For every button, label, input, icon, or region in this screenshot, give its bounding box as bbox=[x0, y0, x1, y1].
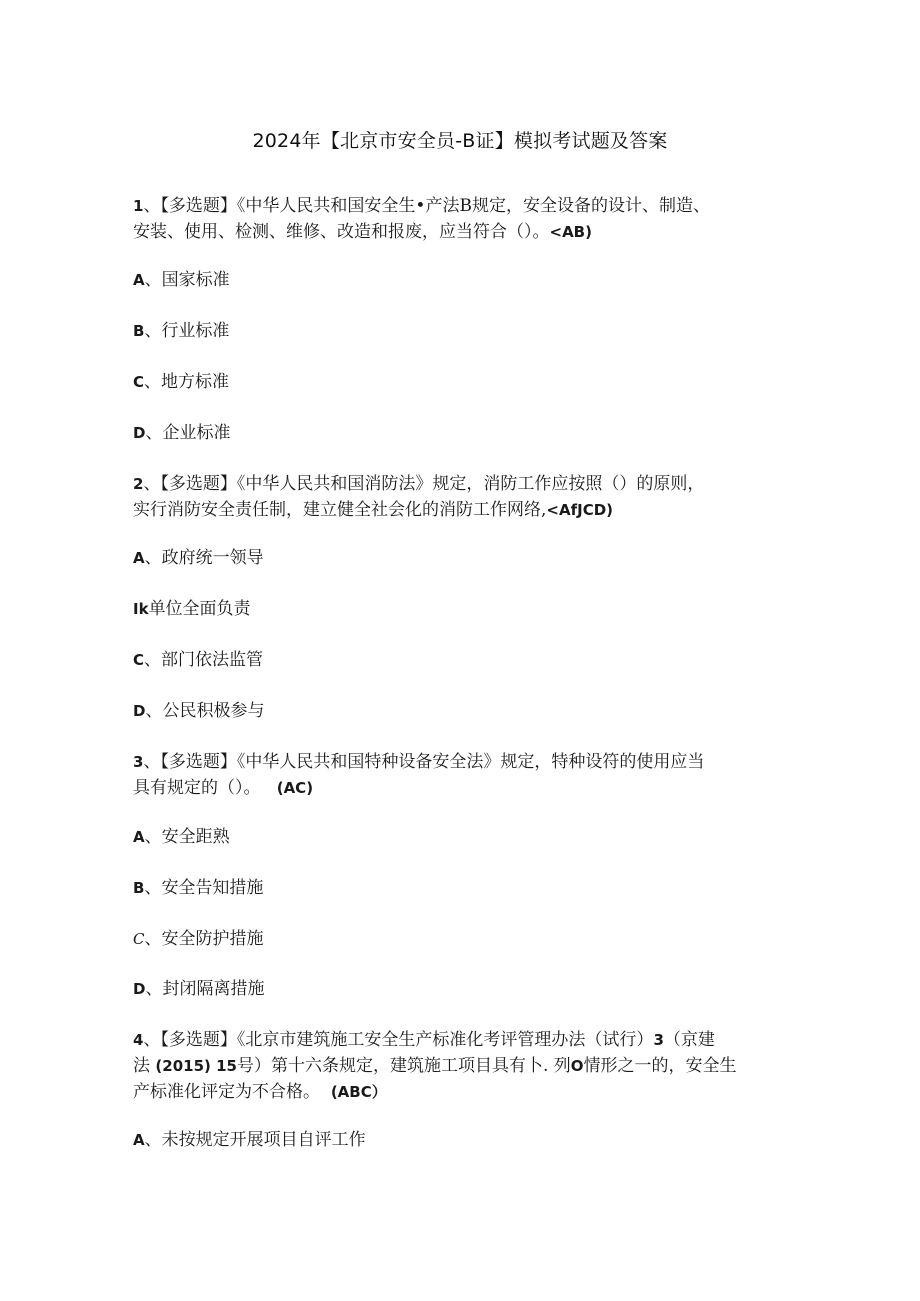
question-number: 4 bbox=[133, 1031, 144, 1049]
option-label: Ik bbox=[133, 600, 149, 618]
option-text: 单位全面负责 bbox=[148, 599, 251, 619]
option-text: 企业标准 bbox=[162, 423, 231, 443]
option-separator: 、 bbox=[144, 827, 162, 847]
option-text: 国家标准 bbox=[161, 270, 230, 290]
question-text: 【多选题】《中华人民共和国安全生•产法B规定，安全设备的设计、制造、 bbox=[160, 196, 710, 216]
option-separator: 、 bbox=[144, 321, 162, 341]
question-1-line-1 bbox=[133, 193, 793, 219]
option-label: C bbox=[133, 373, 145, 391]
option-separator: 、 bbox=[144, 929, 162, 949]
option-label: B bbox=[133, 322, 145, 340]
option-3d bbox=[133, 976, 793, 1002]
question-text: 具有规定的（）。 bbox=[133, 778, 261, 798]
option-label: D bbox=[133, 702, 146, 720]
option-text: 安全距熟 bbox=[161, 827, 230, 847]
option-3b bbox=[133, 875, 793, 901]
question-text-num: O bbox=[570, 1057, 584, 1075]
answer-key: (AC) bbox=[276, 779, 314, 797]
page-title: 2024年【北京市安全员-B证】模拟考试题及答案 bbox=[252, 130, 668, 152]
option-separator: 、 bbox=[144, 270, 162, 290]
option-text: 地方标准 bbox=[161, 372, 230, 392]
option-1b bbox=[133, 318, 793, 344]
option-text: 封闭隔离措施 bbox=[162, 979, 265, 999]
option-text: 安全告知措施 bbox=[161, 878, 264, 898]
option-separator: 、 bbox=[144, 650, 162, 670]
question-1 bbox=[133, 193, 793, 245]
option-label: D bbox=[133, 980, 146, 998]
option-text: 未按规定开展项目自评工作 bbox=[161, 1130, 366, 1150]
option-separator: 、 bbox=[144, 372, 162, 392]
option-3c bbox=[133, 926, 793, 952]
question-text: 法 bbox=[133, 1056, 150, 1076]
question-text: 【多选题】《中华人民共和国特种设备安全法》规定，特种设符的使用应当 bbox=[160, 752, 705, 772]
question-separator: 、 bbox=[143, 1030, 161, 1050]
option-1c bbox=[133, 369, 793, 395]
question-text-num: 3 bbox=[653, 1031, 664, 1049]
question-3-line-2 bbox=[133, 775, 793, 801]
option-separator: 、 bbox=[145, 701, 163, 721]
question-text: 情形之一的，安全生 bbox=[583, 1056, 737, 1076]
option-label: C bbox=[133, 651, 145, 669]
question-separator: 、 bbox=[143, 752, 161, 772]
option-text: 行业标准 bbox=[161, 321, 230, 341]
question-separator: 、 bbox=[143, 474, 161, 494]
question-number: 2 bbox=[133, 475, 144, 493]
option-separator: 、 bbox=[144, 1130, 162, 1150]
question-2-line-1 bbox=[133, 471, 793, 497]
answer-key: <AfJCD) bbox=[546, 501, 614, 519]
option-label: A bbox=[133, 828, 145, 846]
question-4 bbox=[133, 1027, 793, 1105]
question-text: 实行消防安全责任制，建立健全社会化的消防工作网络, bbox=[133, 500, 547, 520]
question-3 bbox=[133, 749, 793, 801]
question-text: 【多选题】《中华人民共和国消防法》规定，消防工作应按照（）的原则， bbox=[160, 474, 705, 494]
question-4-line-1 bbox=[133, 1027, 793, 1053]
option-2c bbox=[133, 647, 793, 673]
option-1a bbox=[133, 267, 793, 293]
option-label: A bbox=[133, 549, 145, 567]
question-text: 【多选题】《北京市建筑施工安全生产标准化考评管理办法（试行） bbox=[160, 1030, 654, 1050]
question-2-line-2 bbox=[133, 497, 793, 523]
option-4a bbox=[133, 1127, 793, 1153]
option-text: 政府统一领导 bbox=[161, 548, 264, 568]
option-label: D bbox=[133, 424, 146, 442]
option-label: C bbox=[133, 930, 145, 948]
option-separator: 、 bbox=[144, 548, 162, 568]
option-separator: 、 bbox=[145, 979, 163, 999]
question-separator: 、 bbox=[143, 196, 161, 216]
option-2a bbox=[133, 545, 793, 571]
option-separator: 、 bbox=[145, 423, 163, 443]
question-text: 安装、使用、检测、维修、改造和报废，应当符合（）。 bbox=[133, 222, 550, 242]
question-3-line-1 bbox=[133, 749, 793, 775]
option-separator: 、 bbox=[144, 878, 162, 898]
question-text: 号）第十六条规定，建筑施工项目具有卜. 列 bbox=[236, 1056, 571, 1076]
question-1-line-2 bbox=[133, 219, 793, 245]
question-2 bbox=[133, 471, 793, 523]
question-text-num: (2015) 15 bbox=[155, 1057, 237, 1075]
option-2d bbox=[133, 698, 793, 724]
question-number: 3 bbox=[133, 753, 144, 771]
option-text: 部门依法监管 bbox=[161, 650, 264, 670]
option-2b bbox=[133, 596, 793, 622]
answer-key: (ABC） bbox=[330, 1083, 387, 1101]
option-label: B bbox=[133, 879, 145, 897]
question-4-line-3 bbox=[133, 1079, 793, 1105]
option-label: A bbox=[133, 1131, 145, 1149]
option-3a bbox=[133, 824, 793, 850]
option-text: 安全防护措施 bbox=[161, 929, 264, 949]
option-1d bbox=[133, 420, 793, 446]
answer-key: <AB) bbox=[549, 223, 592, 241]
question-number: 1 bbox=[133, 197, 144, 215]
question-text: 产标准化评定为不合格。 bbox=[133, 1082, 320, 1102]
question-4-line-2 bbox=[133, 1053, 793, 1079]
option-label: A bbox=[133, 271, 145, 289]
option-text: 公民积极参与 bbox=[162, 701, 265, 721]
question-text: （京建 bbox=[663, 1030, 715, 1050]
